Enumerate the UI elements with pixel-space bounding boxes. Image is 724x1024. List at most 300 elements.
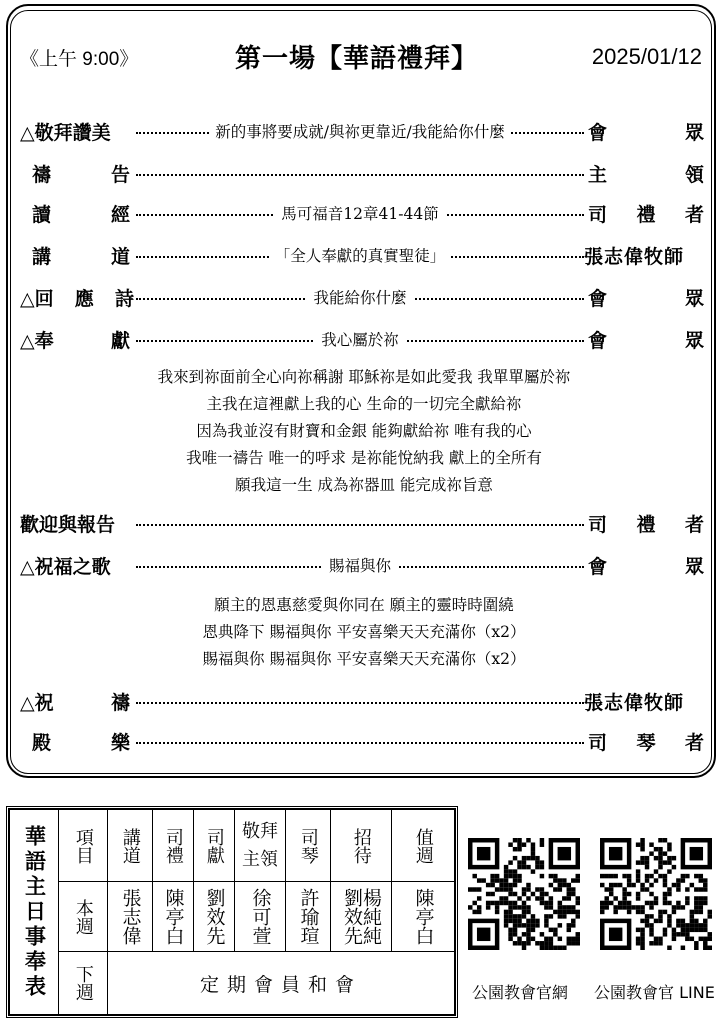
qr-module	[658, 919, 662, 923]
person-text: 者	[684, 731, 704, 754]
qr-module	[549, 874, 553, 878]
qr-module	[676, 878, 680, 882]
qr-module	[562, 914, 566, 918]
qr-module	[513, 892, 517, 896]
program-person	[584, 118, 708, 145]
role-text: 經	[110, 203, 130, 226]
qr-module	[699, 901, 703, 905]
qr-module	[517, 847, 521, 851]
qr-module	[526, 896, 530, 900]
qr-module	[672, 932, 676, 936]
qr-module	[699, 874, 703, 878]
qr-module	[640, 860, 644, 864]
program-person	[584, 242, 708, 269]
qr-module	[526, 838, 530, 842]
qr-module	[645, 874, 649, 878]
offering-lyrics	[20, 364, 708, 499]
qr-module	[667, 901, 671, 905]
qr-module	[576, 878, 580, 882]
qr-module	[549, 883, 553, 887]
qr-module	[567, 883, 571, 887]
qr-module	[609, 887, 613, 891]
qr-module	[540, 842, 544, 846]
qr-module	[667, 914, 671, 918]
qr-module	[513, 941, 517, 945]
qr-module	[549, 946, 553, 950]
col-header: 敬拜主領	[242, 820, 278, 870]
qr-module	[513, 914, 517, 918]
qr-module	[667, 919, 671, 923]
qr-module	[676, 883, 680, 887]
qr-module	[649, 905, 653, 909]
qr-module	[658, 860, 662, 864]
qr-module	[600, 874, 604, 878]
name-cell	[392, 882, 455, 952]
dot-leader	[136, 240, 584, 270]
next-week-note-cell	[108, 952, 455, 1015]
qr-module	[544, 941, 548, 945]
qr-module	[654, 937, 658, 941]
qr-module	[522, 860, 526, 864]
qr-module	[694, 901, 698, 905]
qr-module	[508, 887, 512, 891]
qr-module	[667, 842, 671, 846]
qr-module	[649, 851, 653, 855]
qr-module	[667, 892, 671, 896]
qr-module	[645, 887, 649, 891]
qr-module	[517, 842, 521, 846]
qr-module	[508, 928, 512, 932]
next-week-label: 下週	[72, 965, 94, 1001]
qr-module	[636, 842, 640, 846]
program-row	[20, 508, 708, 538]
qr-module	[636, 928, 640, 932]
qr-module	[553, 946, 557, 950]
dot-leader	[136, 508, 584, 538]
qr-module	[663, 878, 667, 882]
lyric-line: 願主的恩惠慈愛與你同在 願主的靈時時圍繞	[214, 596, 514, 614]
qr-module	[672, 928, 676, 932]
qr-module	[681, 878, 685, 882]
qr-module	[672, 865, 676, 869]
qr-module	[627, 874, 631, 878]
lyric-line: 因為我並沒有財寶和金銀 能夠獻給祢 唯有我的心	[196, 422, 532, 440]
qr-module	[654, 869, 658, 873]
qr-module	[544, 901, 548, 905]
program-item-title: 新的事將要成就/與祢更靠近/我能給你什麼	[209, 120, 510, 142]
qr-module	[690, 914, 694, 918]
qr-module	[640, 905, 644, 909]
name-cell	[153, 882, 194, 952]
qr-module	[703, 946, 707, 950]
role-text: 禱	[32, 163, 52, 186]
qr-module	[604, 901, 608, 905]
qr-module	[571, 941, 575, 945]
qr-module	[477, 910, 481, 914]
program-row	[20, 282, 708, 312]
qr-module	[663, 883, 667, 887]
qr-module	[576, 937, 580, 941]
qr-module	[663, 932, 667, 936]
qr-module	[477, 887, 481, 891]
col-header-cell	[331, 810, 392, 882]
qr-module	[526, 919, 530, 923]
person-text: 會	[588, 555, 608, 578]
qr-module	[508, 914, 512, 918]
col-header-cell	[286, 810, 331, 882]
qr-module	[513, 878, 517, 882]
qr-module	[558, 937, 562, 941]
qr-module	[645, 901, 649, 905]
qr-module	[694, 941, 698, 945]
qr-module	[549, 896, 553, 900]
qr-module	[508, 842, 512, 846]
qr-module	[571, 919, 575, 923]
qr-module	[672, 883, 676, 887]
qr-module	[672, 905, 676, 909]
qr-module	[562, 905, 566, 909]
qr-module	[535, 860, 539, 864]
qr-module	[513, 932, 517, 936]
qr-module	[549, 941, 553, 945]
line-qr-code[interactable]	[600, 838, 712, 950]
program-row	[20, 158, 708, 188]
qr-module	[576, 901, 580, 905]
qr-module	[649, 842, 653, 846]
qr-module	[663, 928, 667, 932]
qr-module	[499, 901, 503, 905]
name-cell	[331, 882, 392, 952]
qr-module	[703, 878, 707, 882]
qr-module	[636, 869, 640, 873]
qr-module	[600, 905, 604, 909]
qr-module	[540, 932, 544, 936]
role-text: 歡迎與報告	[20, 513, 116, 536]
qr-module	[708, 914, 712, 918]
qr-module	[609, 874, 613, 878]
qr-module	[553, 878, 557, 882]
qr-module	[685, 896, 689, 900]
qr-module	[685, 937, 689, 941]
qr-module	[472, 874, 476, 878]
qr-module	[486, 892, 490, 896]
qr-module	[558, 878, 562, 882]
role-text: △奉	[20, 329, 54, 352]
program-person	[584, 552, 708, 579]
col-header-cell	[235, 810, 286, 882]
qr-module	[654, 847, 658, 851]
qr-module	[499, 887, 503, 891]
qr-module	[649, 941, 653, 945]
qr-module	[472, 901, 476, 905]
qr-module	[549, 905, 553, 909]
person-text: 司	[588, 513, 608, 536]
program-role	[20, 200, 136, 227]
qr-module	[576, 910, 580, 914]
qr-module	[526, 932, 530, 936]
person-text: 者	[684, 203, 704, 226]
qr-module	[544, 937, 548, 941]
qr-module	[645, 856, 649, 860]
program-role	[20, 510, 136, 537]
qr-module	[636, 905, 640, 909]
qr-module	[640, 883, 644, 887]
qr-module	[604, 905, 608, 909]
qr-module	[522, 865, 526, 869]
qr-module	[535, 923, 539, 927]
qr-finder	[609, 847, 622, 860]
lyric-line: 我唯一禱告 唯一的呼求 是祢能悅納我 獻上的全所有	[186, 449, 542, 467]
program-role	[20, 118, 136, 145]
qr-module	[531, 847, 535, 851]
qr-module	[513, 869, 517, 873]
this-week-label: 本週	[72, 898, 94, 935]
qr-module	[654, 856, 658, 860]
qr-module	[531, 919, 535, 923]
qr-module	[681, 919, 685, 923]
qr-module	[613, 874, 617, 878]
program-row	[20, 240, 708, 270]
qr-module	[504, 896, 508, 900]
program-row	[20, 686, 708, 716]
qr-module	[477, 878, 481, 882]
qr-module	[549, 928, 553, 932]
qr-module	[699, 910, 703, 914]
person-text: 眾	[684, 121, 704, 144]
lyric-line: 恩典降下 賜福與你 平安喜樂天天充滿你（x2）	[202, 623, 526, 641]
qr-module	[531, 856, 535, 860]
program-role	[20, 728, 136, 755]
qr-module	[658, 910, 662, 914]
qr-module	[640, 928, 644, 932]
qr-module	[640, 838, 644, 842]
program-role	[20, 326, 136, 353]
service-title: 第一場【華語禮拜】	[235, 44, 479, 74]
qr-module	[526, 883, 530, 887]
qr-module	[504, 865, 508, 869]
col-header-cell	[194, 810, 235, 882]
qr-module	[567, 937, 571, 941]
qr-module	[685, 923, 689, 927]
qr-module	[690, 883, 694, 887]
qr-module	[562, 910, 566, 914]
qr-module	[649, 923, 653, 927]
qr-module	[472, 910, 476, 914]
role-text: 禱	[110, 691, 130, 714]
qr-module	[676, 932, 680, 936]
qr-module	[526, 928, 530, 932]
qr-module	[567, 910, 571, 914]
person-text: 司	[588, 731, 608, 754]
qr-module	[495, 910, 499, 914]
qr-module	[631, 883, 635, 887]
assignee-name: 陳亭白	[412, 888, 435, 945]
qr-module	[522, 892, 526, 896]
qr-module	[513, 923, 517, 927]
program-role	[20, 242, 136, 269]
qr-module	[526, 905, 530, 909]
person-text: 主	[588, 163, 608, 186]
qr-module	[627, 878, 631, 882]
person-text: 禮	[636, 203, 656, 226]
qr-module	[490, 901, 494, 905]
qr-module	[508, 932, 512, 936]
qr-module	[544, 946, 548, 950]
qr-module	[513, 919, 517, 923]
qr-module	[508, 901, 512, 905]
assignee-name: 劉效先	[203, 888, 226, 945]
qr-module	[544, 905, 548, 909]
qr-module	[627, 901, 631, 905]
qr-module	[517, 941, 521, 945]
qr-module	[571, 878, 575, 882]
website-qr-code[interactable]	[468, 838, 580, 950]
qr-module	[694, 919, 698, 923]
qr-module	[654, 941, 658, 945]
qr-module	[663, 896, 667, 900]
qr-module	[535, 865, 539, 869]
qr-module	[640, 842, 644, 846]
qr-module	[571, 887, 575, 891]
role-text: 獻	[110, 329, 130, 352]
dot-leader	[136, 686, 584, 716]
qr-finder	[558, 847, 571, 860]
qr-module	[699, 937, 703, 941]
qr-module	[571, 905, 575, 909]
qr-module	[649, 874, 653, 878]
role-text: 殿	[32, 731, 52, 754]
col-header: 招待	[350, 827, 372, 864]
qr-module	[685, 887, 689, 891]
qr-module	[567, 905, 571, 909]
program-row	[20, 550, 708, 580]
qr-module	[504, 878, 508, 882]
qr-module	[600, 883, 604, 887]
person-text: 會	[588, 121, 608, 144]
qr-module	[676, 887, 680, 891]
qr-module	[540, 865, 544, 869]
assignee-name: 張志偉	[119, 888, 142, 945]
qr-module	[658, 856, 662, 860]
qr-module	[649, 901, 653, 905]
qr-module	[567, 923, 571, 927]
person-text: 張志偉牧師	[584, 245, 685, 268]
role-text: 樂	[110, 731, 130, 754]
qr-module	[622, 896, 626, 900]
qr-module	[694, 928, 698, 932]
qr-module	[526, 887, 530, 891]
name-cell	[286, 882, 331, 952]
col-header-cell	[108, 810, 153, 882]
qr-module	[622, 874, 626, 878]
qr-module	[681, 946, 685, 950]
qr-module	[658, 937, 662, 941]
qr-module	[486, 883, 490, 887]
qr-module	[676, 923, 680, 927]
qr-module	[567, 941, 571, 945]
qr-module	[481, 878, 485, 882]
qr-module	[703, 941, 707, 945]
qr-module	[490, 892, 494, 896]
qr-module	[517, 914, 521, 918]
qr-module	[618, 883, 622, 887]
qr-module	[504, 887, 508, 891]
dot-leader	[136, 198, 584, 228]
qr-module	[513, 856, 517, 860]
qr-module	[658, 914, 662, 918]
program-person	[584, 284, 708, 311]
qr-module	[708, 910, 712, 914]
qr-module	[694, 905, 698, 909]
qr-module	[613, 883, 617, 887]
qr-module	[654, 919, 658, 923]
qr-module	[708, 932, 712, 936]
program-row	[20, 726, 708, 756]
qr-module	[535, 887, 539, 891]
qr-module	[504, 901, 508, 905]
qr-module	[558, 905, 562, 909]
qr-module	[636, 937, 640, 941]
qr-module	[649, 914, 653, 918]
qr-module	[613, 896, 617, 900]
name-cell	[235, 882, 286, 952]
qr-module	[618, 901, 622, 905]
qr-module	[649, 928, 653, 932]
qr-module	[649, 932, 653, 936]
program-item-title: 賜福與你	[323, 554, 397, 576]
qr-module	[468, 887, 472, 891]
assignee-name: 許瑜瑄	[297, 888, 320, 945]
program-row	[20, 324, 708, 354]
qr-module	[640, 887, 644, 891]
assignee-name: 楊純純 劉效先	[341, 888, 382, 945]
dot-leader	[136, 158, 584, 188]
program-person	[584, 728, 708, 755]
schedule-title-cell	[10, 810, 59, 1015]
qr-module	[699, 896, 703, 900]
qr-finder	[609, 928, 622, 941]
qr-module	[636, 910, 640, 914]
qr-module	[600, 901, 604, 905]
qr-module	[576, 941, 580, 945]
qr-module	[508, 905, 512, 909]
qr-module	[694, 946, 698, 950]
qr-module	[658, 874, 662, 878]
person-text: 司	[588, 203, 608, 226]
qr-module	[667, 869, 671, 873]
role-text: 講	[32, 245, 52, 268]
qr-module	[477, 896, 481, 900]
qr-module	[622, 901, 626, 905]
qr-module	[645, 914, 649, 918]
qr-module	[499, 883, 503, 887]
qr-module	[522, 856, 526, 860]
person-text: 眾	[684, 329, 704, 352]
qr-module	[631, 905, 635, 909]
qr-module	[690, 910, 694, 914]
qr-module	[531, 937, 535, 941]
program-person	[584, 160, 708, 187]
qr-module	[517, 860, 521, 864]
qr-module	[667, 887, 671, 891]
qr-module	[517, 878, 521, 882]
program-item-title: 我能給你什麼	[307, 286, 412, 308]
qr-module	[681, 932, 685, 936]
qr-module	[645, 878, 649, 882]
program-row	[20, 116, 708, 146]
dot-leader	[136, 282, 584, 312]
qr-module	[667, 847, 671, 851]
